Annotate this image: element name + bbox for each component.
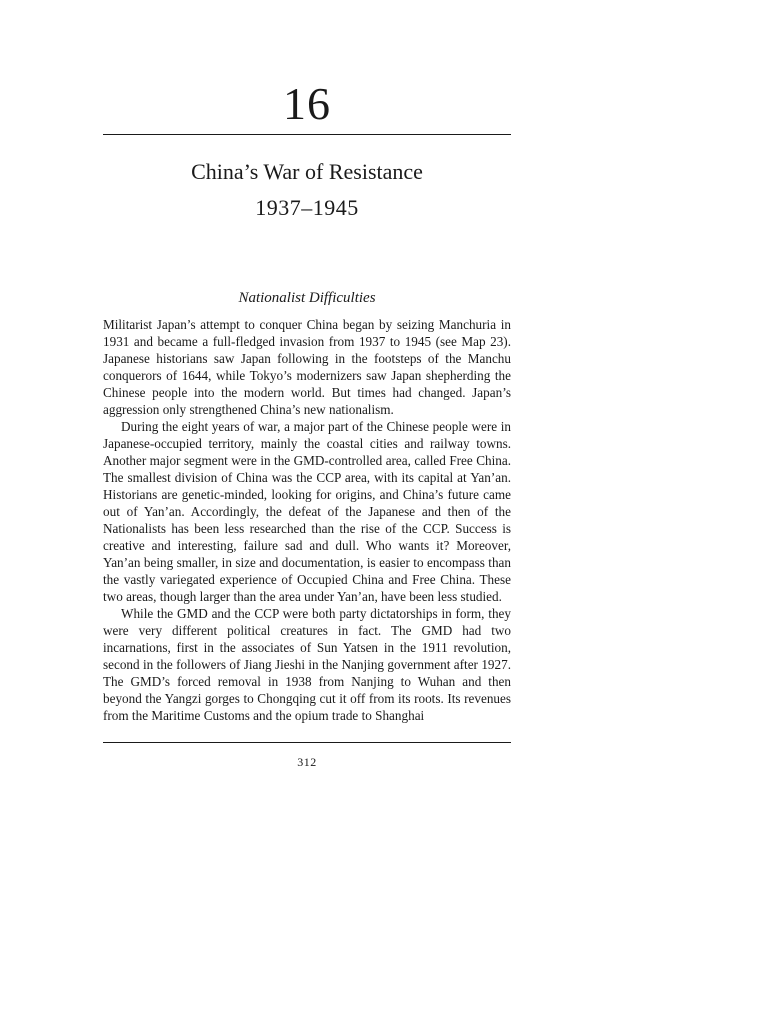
- chapter-title: China’s War of Resistance: [191, 159, 423, 184]
- paragraph-3: While the GMD and the CCP were both party dictatorships in form, they were very different political creatures in fact. The GMD had two incarnations, first in the associates of Sun Yatsen in the 1911 revolution, second in the followers of Jiang Jieshi in the Nanjing government after 1927. The GMD’s forced removal in 1938 from Nanjing to Wuhan and then beyond the Yangzi gorges to Chongqing cut it off from its roots. Its revenues from the Maritime Customs and the opium trade to Shanghai: [103, 606, 511, 723]
- page-number: 312: [297, 755, 317, 769]
- chapter-header-rule: [103, 134, 511, 135]
- paragraph-1: Militarist Japan’s attempt to conquer China began by seizing Manchuria in 1931 and became a full-fledged invasion from 1937 to 1945 (see Map 23). Japanese historians saw Japan following in the footsteps of the Manchu conquerors of 1644, while Tokyo’s modernizers saw Japan shepherding the Chinese people into the modern world. But times had changed. Japan’s aggression only strengthened China’s new nationalism.: [103, 317, 511, 417]
- chapter-number: 16: [283, 78, 331, 129]
- paragraph-2: During the eight years of war, a major part of the Chinese people were in Japanese-occupied territory, mainly the coastal cities and railway towns. Another major segment were in the GMD-controlled area, called Free China. The smallest division of China was the CCP area, with its capital at Yan’an. Historians are genetic-minded, looking for origins, and China’s future came out of Yan’an. Accordingly, the defeat of the Japanese and then of the Nationalists has been less researched than the rise of the CCP. Success is creative and interesting, failure sad and dull. Who wants it? Moreover, Yan’an being smaller, in size and documentation, is easier to encompass than the vastly variegated experience of Occupied China and Free China. These two areas, though larger than the area under Yan’an, have been less studied.: [103, 419, 511, 604]
- chapter-dates: 1937–1945: [255, 195, 359, 220]
- section-heading: Nationalist Difficulties: [238, 290, 376, 306]
- footer-rule: [103, 742, 511, 743]
- body-text: [103, 316, 511, 724]
